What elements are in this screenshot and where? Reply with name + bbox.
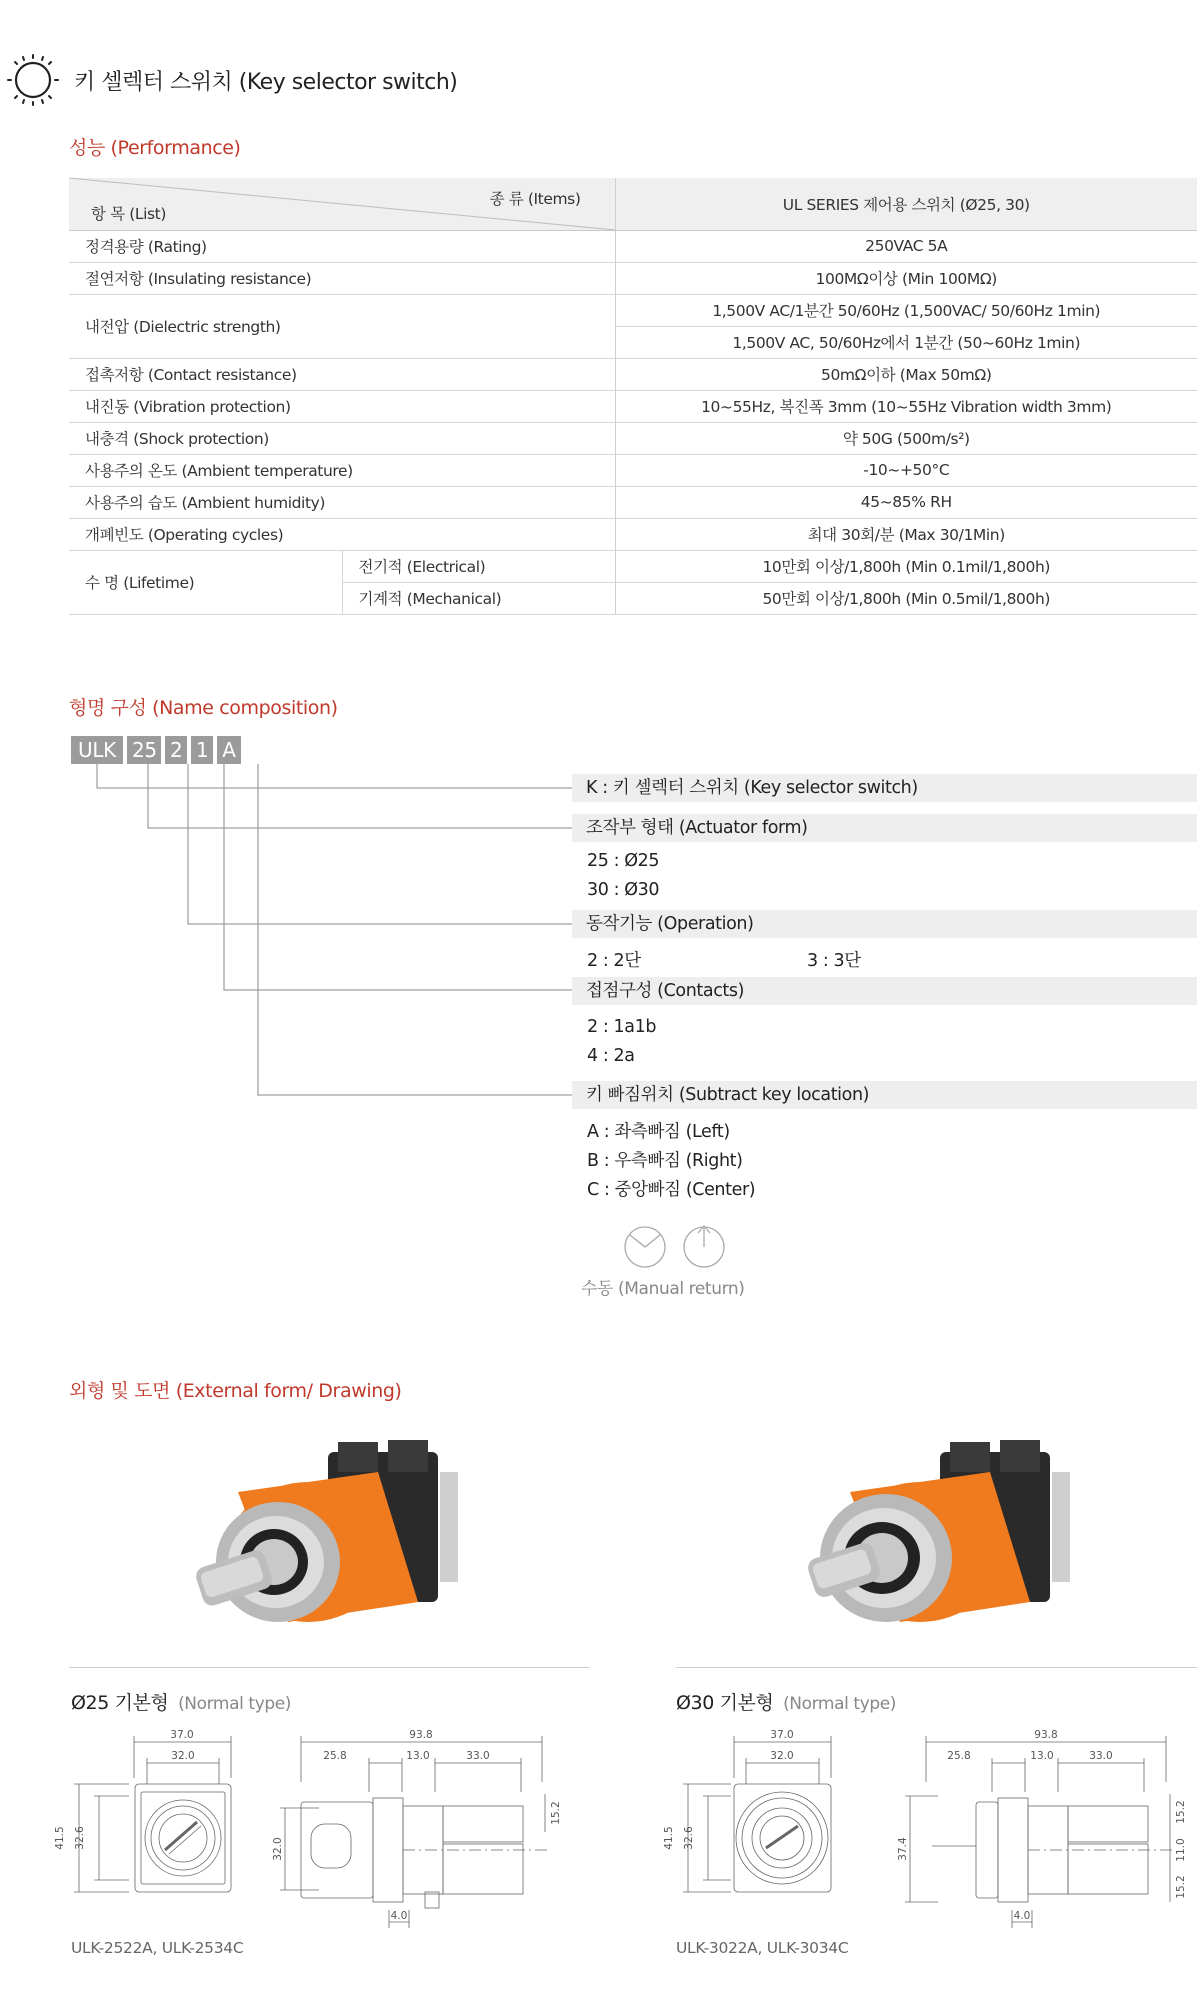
row-label: 내진동 (Vibration protection) [69,390,615,422]
operation-item: 2 : 2단 [587,951,641,971]
model-numbers-25: ULK-2522A, ULK-2534C [71,1939,244,1957]
manual-return-icons [622,1222,734,1270]
key-location-item: A : 좌측빠짐 (Left) [587,1122,730,1142]
dim-label: 37.0 [770,1729,794,1741]
code-box: 1 [191,736,213,764]
contacts-bar: 접점구성 (Contacts) [572,977,1197,1005]
dim-label: 15.2 [1175,1875,1187,1899]
row-value: 250VAC 5A [615,230,1197,262]
dim-label: 33.0 [466,1750,490,1762]
dim-label: 25.8 [323,1750,347,1762]
row-value: 1,500V AC/1분간 50/60Hz (1,500VAC/ 50/60Hz 1min) [615,294,1197,326]
row-label: 정격용량 (Rating) [69,230,615,262]
drawing-30 [663,1722,1197,1932]
dim-label: 32.0 [171,1750,195,1762]
dim-label: 4.0 [390,1910,408,1922]
header-items: 종 류 (Items) [489,190,581,208]
dim-label: 32.6 [683,1826,695,1850]
row-label: 절연저항 (Insulating resistance) [69,262,615,294]
operation-bar: 동작기능 (Operation) [572,910,1197,938]
dim-label: 33.0 [1089,1750,1113,1762]
dim-label: 32.0 [770,1750,794,1762]
row-value: 10~55Hz, 복진폭 3mm (10~55Hz Vibration width 3mm) [615,390,1197,422]
contacts-item: 4 : 2a [587,1046,635,1066]
key-location-item: C : 중앙빠짐 (Center) [587,1180,756,1200]
dim-label: 37.4 [897,1837,909,1861]
key-location-bar: 키 빠짐위치 (Subtract key location) [572,1081,1197,1109]
code-box: 2 [165,736,187,764]
dim-label: 13.0 [1030,1750,1054,1762]
header-series: UL SERIES 제어용 스위치 (Ø25, 30) [615,178,1197,230]
model-numbers-30: ULK-3022A, ULK-3034C [676,1939,849,1957]
row-sublabel: 기계적 (Mechanical) [342,582,615,614]
operation-item: 3 : 3단 [807,951,861,971]
code-box: A [217,736,241,764]
row-value: 50mΩ이하 (Max 50mΩ) [615,358,1197,390]
external-form-title: 외형 및 도면 (External form/ Drawing) [69,1380,402,1402]
row-value: 100MΩ이상 (Min 100MΩ) [615,262,1197,294]
name-composition-title: 형명 구성 (Name composition) [69,697,338,719]
dim-label: 15.2 [550,1801,562,1825]
code-box: ULK [71,736,123,764]
contacts-item: 2 : 1a1b [587,1017,657,1037]
row-value: 45~85% RH [615,486,1197,518]
dim-label: 93.8 [409,1729,433,1741]
page-title: 키 셀렉터 스위치 (Key selector switch) [74,69,458,95]
row-value: 10만회 이상/1,800h (Min 0.1mil/1,800h) [615,550,1197,582]
dim-label: 11.0 [1175,1838,1187,1862]
actuator-bar: 조작부 형태 (Actuator form) [572,814,1197,842]
header-list: 항 목 (List) [91,204,166,223]
type-subtitle: (Normal type) [783,1694,897,1714]
row-sublabel: 전기적 (Electrical) [342,550,615,582]
dim-label: 4.0 [1013,1910,1031,1922]
row-value: 최대 30회/분 (Max 30/1Min) [615,518,1197,550]
row-label: 내전압 (Dielectric strength) [69,294,615,358]
row-label: 사용주의 온도 (Ambient temperature) [69,454,615,486]
row-label: 내충격 (Shock protection) [69,422,615,454]
dim-label: 41.5 [54,1826,66,1850]
row-value: 50만회 이상/1,800h (Min 0.5mil/1,800h) [615,582,1197,614]
actuator-item: 30 : Ø30 [587,880,660,900]
row-value: 1,500V AC, 50/60Hz에서 1분간 (50~60Hz 1min) [615,326,1197,358]
type-subtitle: (Normal type) [178,1694,292,1714]
dim-label: 15.2 [1175,1800,1187,1824]
manual-return-label: 수동 (Manual return) [581,1279,745,1299]
divider [676,1667,1197,1668]
performance-title: 성능 (Performance) [69,137,241,159]
row-label: 사용주의 습도 (Ambient humidity) [69,486,615,518]
row-label: 접촉저항 (Contact resistance) [69,358,615,390]
type-title-text: Ø30 기본형 [676,1692,774,1714]
type-title-25 [71,1688,291,1715]
row-label: 개폐빈도 (Operating cycles) [69,518,615,550]
divider [69,1667,590,1668]
dim-label: 32.0 [272,1837,284,1861]
drawing-25 [54,1722,590,1932]
dim-label: 93.8 [1034,1729,1058,1741]
product-photo-30 [790,1432,1080,1632]
row-label: 수 명 (Lifetime) [69,550,342,614]
code-box: 25 [127,736,161,764]
row-value: -10~+50°C [615,454,1197,486]
dim-label: 37.0 [170,1729,194,1741]
dim-label: 41.5 [663,1826,675,1850]
dim-label: 25.8 [947,1750,971,1762]
dim-label: 32.6 [74,1826,86,1850]
actuator-item: 25 : Ø25 [587,851,660,871]
k-line-bar: K : 키 셀렉터 스위치 (Key selector switch) [572,774,1197,802]
dim-label: 13.0 [406,1750,430,1762]
key-location-item: B : 우측빠짐 (Right) [587,1151,743,1171]
type-title-text: Ø25 기본형 [71,1692,169,1714]
row-value: 약 50G (500m/s²) [615,422,1197,454]
type-title-30 [676,1688,896,1715]
product-photo-25 [178,1432,468,1632]
